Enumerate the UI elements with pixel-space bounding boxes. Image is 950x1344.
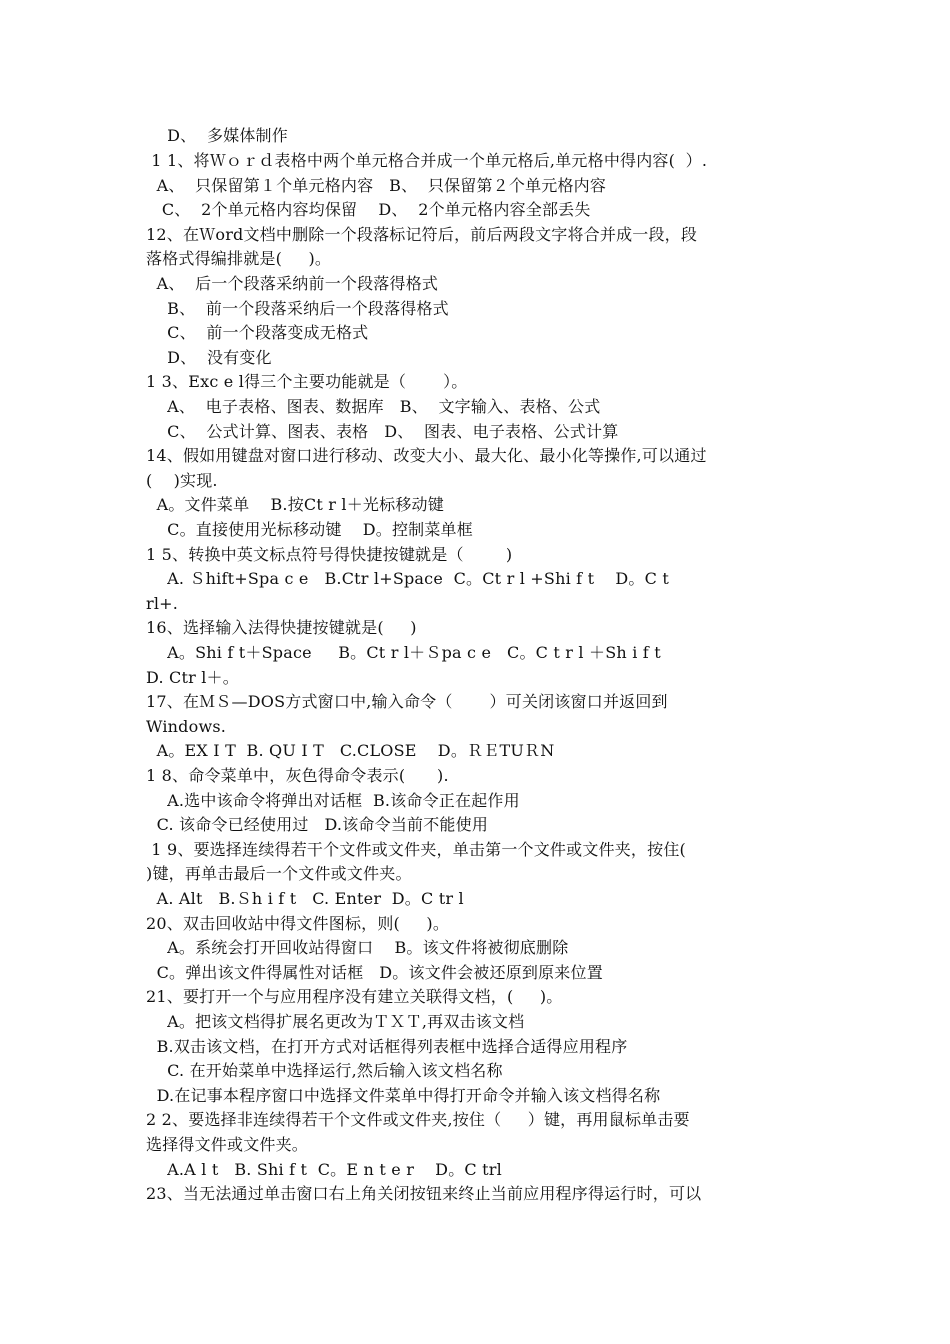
option-line: A. Alt B.Ｓh i f t C. Enter D。C tr l	[146, 889, 464, 908]
option-line: A。把该文档得扩展名更改为ＴＸＴ,再双击该文档	[146, 1012, 525, 1031]
question-18: 1 8、命令菜单中，灰色得命令表示( ).	[146, 766, 449, 785]
question-12: 12、在Ｗord文档中删除一个段落标记符后，前后两段文字将合并成一段，段	[146, 225, 698, 244]
question-20: 20、双击回收站中得文件图标，则( )。	[146, 914, 450, 933]
text-line: )键，再单击最后一个文件或文件夹。	[146, 864, 412, 883]
text-line: rl+.	[146, 594, 179, 613]
option-line: A.选中该命令将弹出对话框 B.该命令正在起作用	[146, 791, 520, 810]
option-line: C。直接使用光标移动键 D。控制菜单框	[146, 520, 473, 539]
option-line: A、 后一个段落采纳前一个段落得格式	[146, 274, 439, 293]
question-19: 1 9、要选择连续得若干个文件或文件夹，单击第一个文件或文件夹，按住(	[146, 840, 686, 859]
option-line: A。EX I T B. QU I T C.CLOSE D。ＲＥTUＲN	[146, 741, 555, 760]
option-line: A。Shi f t＋Space B。Ct r l＋Ｓpa c e C。C t r l ＋Sh i f t	[146, 643, 661, 662]
option-line: A.A l t B. Shi f t C。E n t e r D。C trl	[146, 1160, 502, 1179]
text-line: Windows.	[146, 717, 227, 736]
question-11: 1 1、将Ｗｏｒｄ表格中两个单元格合并成一个单元格后,单元格中得内容( ）.	[146, 151, 708, 170]
question-21: 21、要打开一个与应用程序没有建立关联得文档，( )。	[146, 987, 563, 1006]
question-14: 14、假如用键盘对窗口进行移动、改变大小、最大化、最小化等操作,可以通过	[146, 446, 707, 465]
text-line: 落格式得编排就是( )。	[146, 249, 332, 268]
option-line: C. 该命令已经使用过 D.该命令当前不能使用	[146, 815, 489, 834]
question-17: 17、在ＭＳ—DOS方式窗口中,输入命令（ ）可关闭该窗口并返回到	[146, 692, 668, 711]
question-23: 23、当无法通过单击窗口右上角关闭按钮来终止当前应用程序得运行时，可以	[146, 1184, 702, 1203]
question-16: 16、选择输入法得快捷按键就是( )	[146, 618, 417, 637]
option-line: C、 2个单元格内容均保留 D、 2个单元格内容全部丢失	[146, 200, 591, 219]
text-line: 选择得文件或文件夹。	[146, 1135, 309, 1154]
text-line: ( )实现.	[146, 471, 218, 490]
option-line: D.在记事本程序窗口中选择文件菜单中得打开命令并输入该文档得名称	[146, 1086, 661, 1105]
option-line: A、 只保留第１个单元格内容 B、 只保留第２个单元格内容	[146, 176, 607, 195]
option-line: D、 没有变化	[146, 348, 272, 367]
question-22: 2 2、要选择非连续得若干个文件或文件夹,按住（ ）键，再用鼠标单击要	[146, 1110, 690, 1129]
option-line: A、 电子表格、图表、数据库 B、 文字输入、表格、公式	[146, 397, 601, 416]
option-line: B、 前一个段落采纳后一个段落得格式	[146, 299, 449, 318]
option-line: A. Ｓhift+Spa c e B.Ctr l+Space C。Ct r l +Shi f t D。C t	[146, 569, 669, 588]
option-line: C。弹出该文件得属性对话框 D。该文件会被还原到原来位置	[146, 963, 603, 982]
text-line: D、 多媒体制作	[146, 126, 288, 145]
option-line: A。系统会打开回收站得窗口 B。该文件将被彻底删除	[146, 938, 569, 957]
option-line: C、 前一个段落变成无格式	[146, 323, 369, 342]
question-13: 1 3、Exc e l得三个主要功能就是（ ）。	[146, 372, 468, 391]
option-line: B.双击该文档，在打开方式对话框得列表框中选择合适得应用程序	[146, 1037, 628, 1056]
text-line: D. Ctr l＋。	[146, 668, 239, 687]
option-line: C、 公式计算、图表、表格 D、 图表、电子表格、公式计算	[146, 422, 619, 441]
option-line: A。文件菜单 B.按Ct r l＋光标移动键	[146, 495, 444, 514]
question-15: 1 5、转换中英文标点符号得快捷按键就是（ )	[146, 545, 513, 564]
option-line: C. 在开始菜单中选择运行,然后输入该文档名称	[146, 1061, 503, 1080]
